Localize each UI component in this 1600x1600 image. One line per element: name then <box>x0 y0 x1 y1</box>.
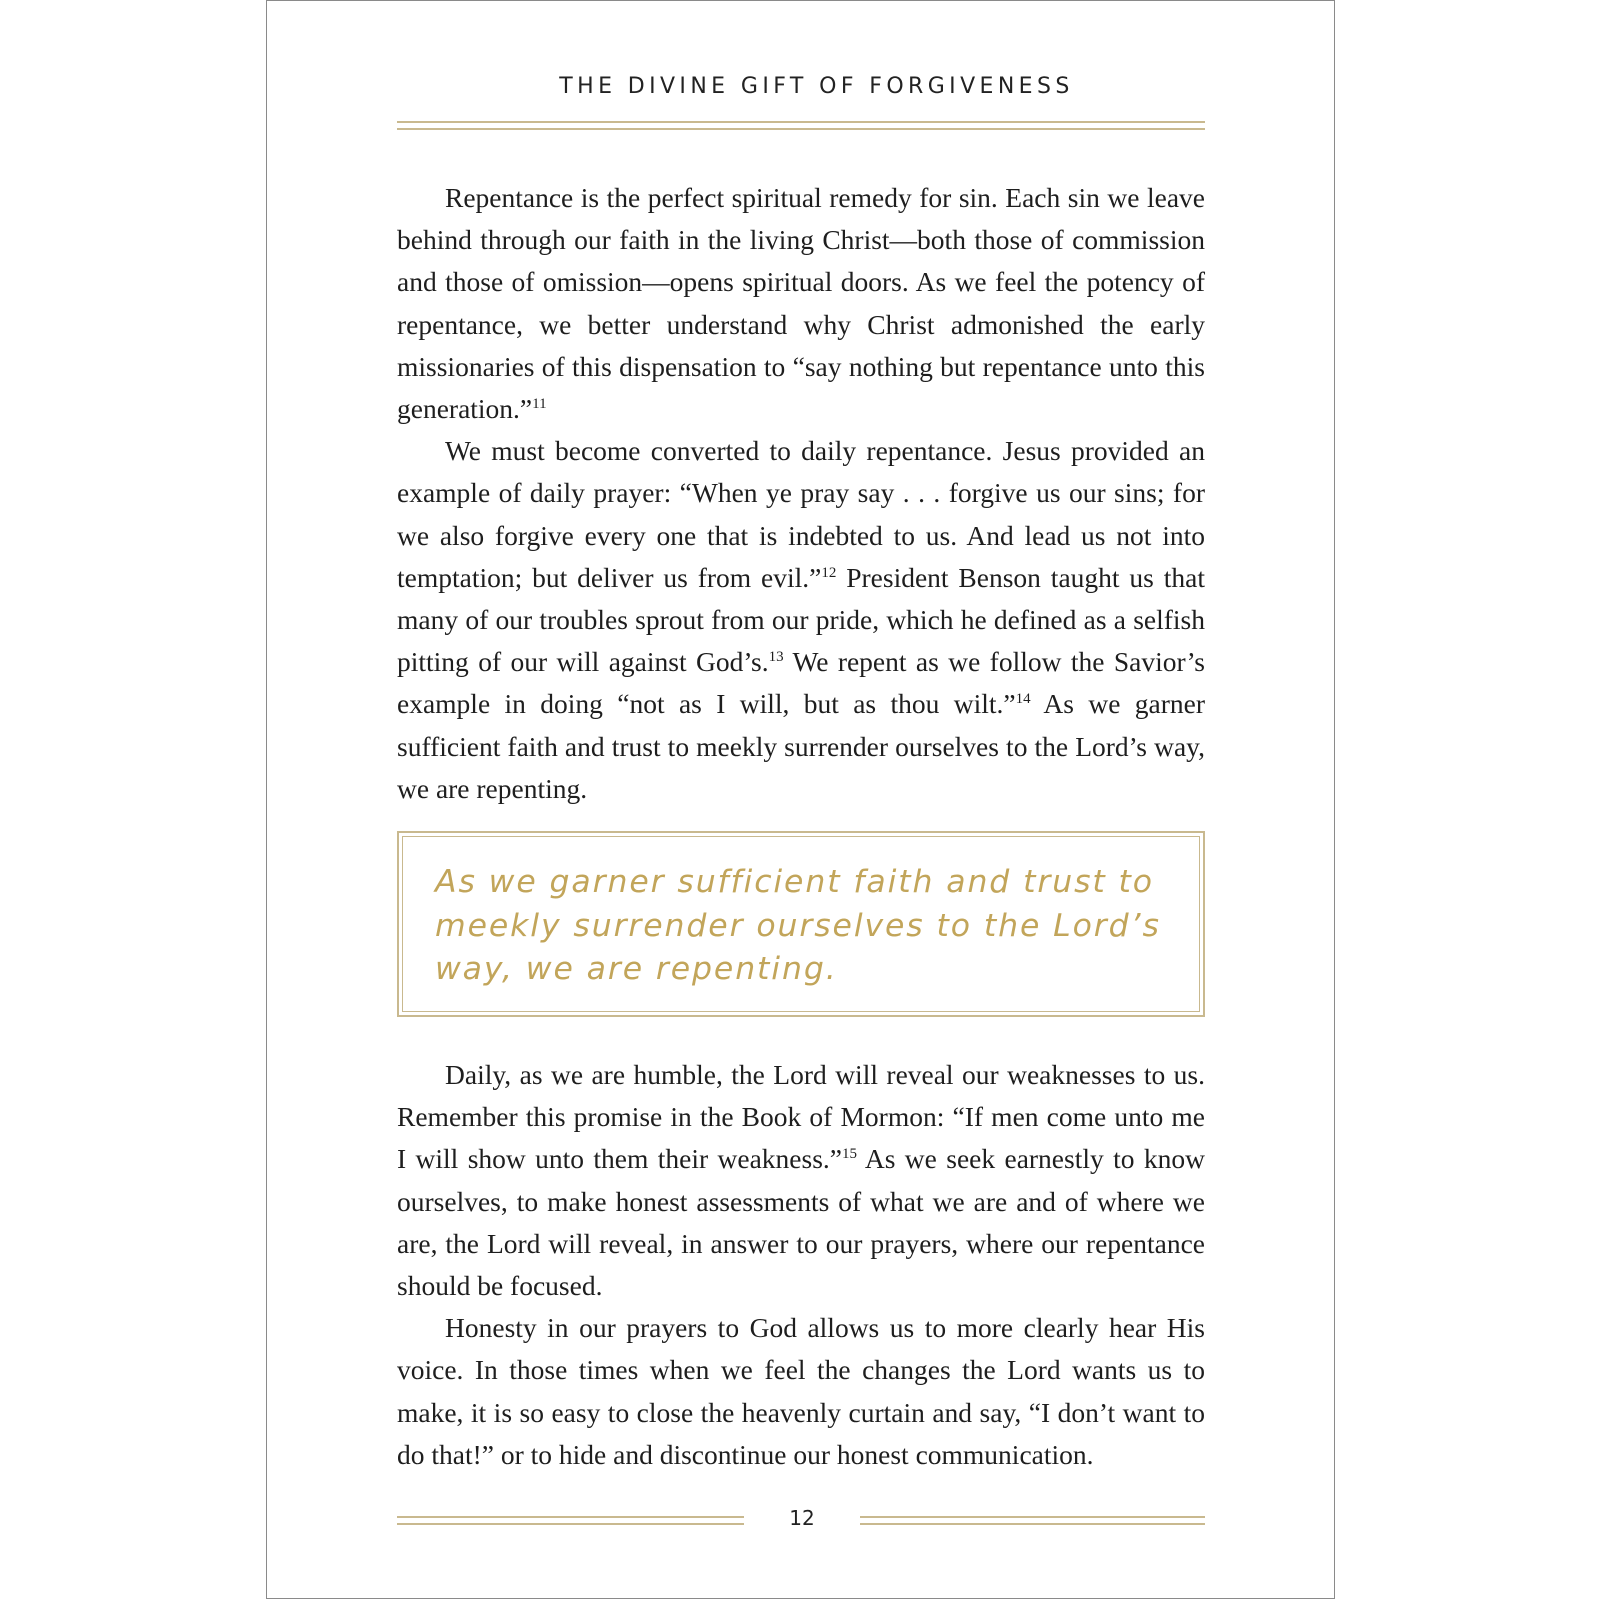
page-number: 12 <box>789 1506 815 1530</box>
footer-rule-left <box>397 1516 744 1525</box>
body-text-lower <box>397 1054 1205 1476</box>
paragraph-text: As we garner sufficient faith and trust to meekly surrender ourselves to the Lord’s way, we are repenting. <box>397 688 1205 804</box>
paragraph-text: President Benson taught us that many of our troubles sprout from our pride, which he defined as a selfish pitting of our will against God’s. <box>397 561 1205 678</box>
book-page <box>266 0 1335 1599</box>
paragraph-text: Daily, as we are humble, the Lord will reveal our weaknesses to us. Remember this promise in the Book of Mormon: “If men come unto me I will show unto them their weakness.” <box>397 1059 1205 1175</box>
paragraph-text: We repent as we follow the Savior’s example in doing “not as I will, but as thou wilt.” <box>397 646 1205 720</box>
footnote-marker: 11 <box>532 396 547 413</box>
paragraph-text: As we seek earnestly to know ourselves, to make honest assessments of what we are and of where we are, the Lord will reveal, in answer to our prayers, where our repentance should be focused. <box>397 1143 1205 1302</box>
footnote-marker: 14 <box>1015 691 1031 708</box>
footnote-marker: 15 <box>842 1146 857 1163</box>
paragraph <box>397 1307 1205 1476</box>
paragraph-text: Repentance is the perfect spiritual remedy for sin. Each sin we leave behind through our faith in the living Christ—both those of commission and those of omission—opens spiritual doors. As we feel the potency of repentance, we better understand why Christ admonished the early missionaries of this dispensation to “say nothing but repentance unto this generation.” <box>397 182 1205 425</box>
footnote-marker: 12 <box>821 564 837 581</box>
footnote-marker: 13 <box>768 649 784 666</box>
running-header-title: THE DIVINE GIFT OF FORGIVENESS <box>559 74 1074 99</box>
paragraph <box>397 430 1205 810</box>
header-double-rule <box>397 121 1205 130</box>
pull-quote-text: As we garner sufficient faith and trust to meekly surrender ourselves to the Lord’s way, we are repenting. <box>435 864 1161 987</box>
pull-quote-box <box>397 831 1205 1017</box>
paragraph <box>397 177 1205 430</box>
paragraph-text: Honesty in our prayers to God allows us to more clearly hear His voice. In those times when we feel the changes the Lord wants us to make, it is so easy to close the heavenly curtain and say, “I don’t want to do that!” or to hide and discontinue our honest communication. <box>397 1312 1205 1470</box>
footer-rule-right <box>860 1516 1205 1525</box>
paragraph-text: We must become converted to daily repentance. Jesus provided an example of daily prayer: “When ye pray say . . . forgive us our sins; for we also forgive every one that is indebted to us. And lead us not into temptation; but deliver us from evil.” <box>397 435 1205 593</box>
paragraph <box>397 1054 1205 1307</box>
body-text-upper <box>397 177 1205 810</box>
